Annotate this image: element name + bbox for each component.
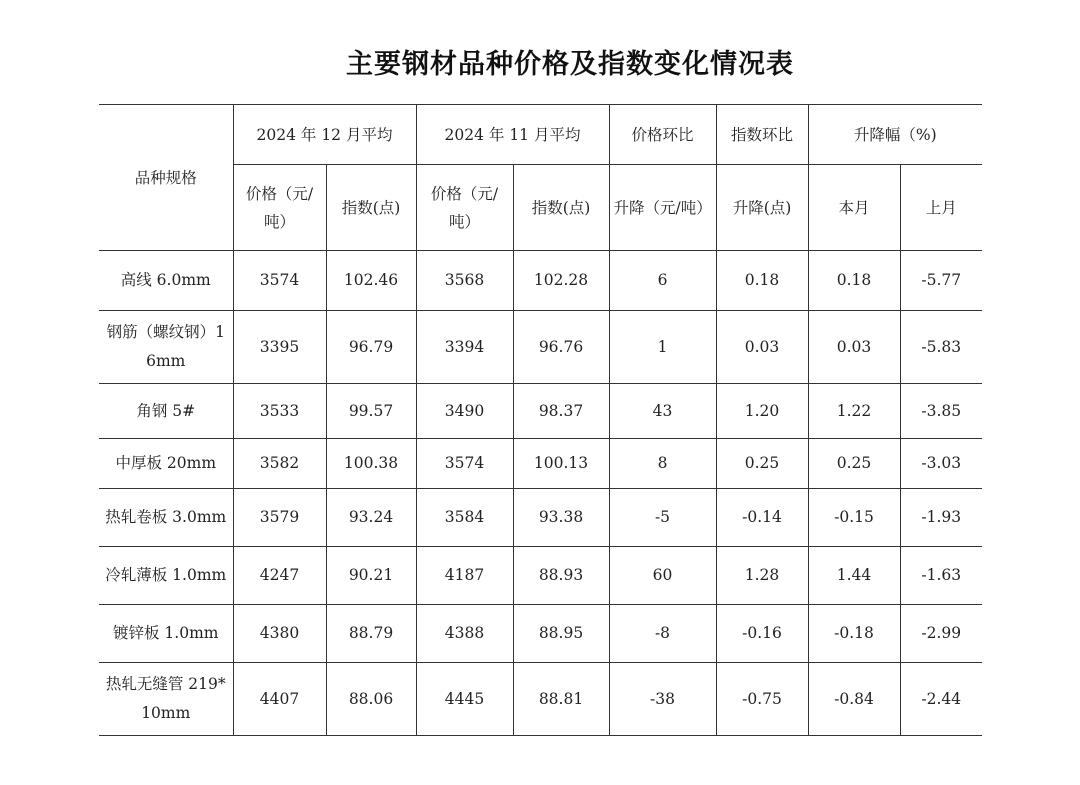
cell-last-month: -5.83 <box>900 311 982 384</box>
cell-dec-index: 100.38 <box>326 439 416 489</box>
cell-last-month: -1.93 <box>900 489 982 547</box>
cell-index-change: 0.25 <box>716 439 808 489</box>
cell-name: 热轧无缝管 219*10mm <box>99 663 233 736</box>
cell-this-month: 1.22 <box>808 384 900 439</box>
cell-nov-price: 3394 <box>416 311 513 384</box>
table-row <box>99 663 982 736</box>
cell-dec-index: 88.06 <box>326 663 416 736</box>
cell-price-change: -38 <box>609 663 716 736</box>
cell-index-change: -0.75 <box>716 663 808 736</box>
cell-name: 钢筋（螺纹钢）16mm <box>99 311 233 384</box>
header-dec-price: 价格（元/吨） <box>233 165 326 251</box>
cell-name: 冷轧薄板 1.0mm <box>99 547 233 605</box>
cell-dec-index: 90.21 <box>326 547 416 605</box>
cell-name: 镀锌板 1.0mm <box>99 605 233 663</box>
cell-dec-price: 3579 <box>233 489 326 547</box>
cell-nov-price: 4187 <box>416 547 513 605</box>
cell-dec-price: 4407 <box>233 663 326 736</box>
cell-dec-price: 3533 <box>233 384 326 439</box>
table-row <box>99 547 982 605</box>
cell-dec-index: 96.79 <box>326 311 416 384</box>
header-price-mom: 价格环比 <box>609 105 716 165</box>
cell-dec-index: 93.24 <box>326 489 416 547</box>
cell-this-month: -0.84 <box>808 663 900 736</box>
header-price-change: 升降（元/吨） <box>609 165 716 251</box>
cell-this-month: 0.18 <box>808 251 900 311</box>
cell-this-month: 1.44 <box>808 547 900 605</box>
cell-name: 中厚板 20mm <box>99 439 233 489</box>
cell-this-month: 0.03 <box>808 311 900 384</box>
cell-dec-price: 4247 <box>233 547 326 605</box>
cell-dec-index: 99.57 <box>326 384 416 439</box>
cell-nov-index: 100.13 <box>513 439 609 489</box>
cell-index-change: 1.28 <box>716 547 808 605</box>
cell-nov-price: 3574 <box>416 439 513 489</box>
cell-last-month: -2.44 <box>900 663 982 736</box>
header-dec-index: 指数(点) <box>326 165 416 251</box>
cell-last-month: -5.77 <box>900 251 982 311</box>
header-change-pct: 升降幅（%) <box>808 105 982 165</box>
cell-name: 高线 6.0mm <box>99 251 233 311</box>
cell-nov-price: 4445 <box>416 663 513 736</box>
cell-nov-index: 88.95 <box>513 605 609 663</box>
header-nov-price: 价格（元/吨） <box>416 165 513 251</box>
cell-price-change: 43 <box>609 384 716 439</box>
cell-price-change: -5 <box>609 489 716 547</box>
header-index-change: 升降(点) <box>716 165 808 251</box>
table-row <box>99 439 982 489</box>
header-nov-avg: 2024 年 11 月平均 <box>416 105 609 165</box>
cell-last-month: -3.03 <box>900 439 982 489</box>
cell-nov-index: 96.76 <box>513 311 609 384</box>
header-dec-avg: 2024 年 12 月平均 <box>233 105 416 165</box>
cell-name: 角钢 5# <box>99 384 233 439</box>
header-variety: 品种规格 <box>99 105 233 251</box>
cell-dec-price: 3582 <box>233 439 326 489</box>
cell-last-month: -3.85 <box>900 384 982 439</box>
cell-this-month: -0.15 <box>808 489 900 547</box>
cell-nov-index: 102.28 <box>513 251 609 311</box>
cell-nov-price: 4388 <box>416 605 513 663</box>
cell-dec-price: 3395 <box>233 311 326 384</box>
header-nov-index: 指数(点) <box>513 165 609 251</box>
cell-dec-index: 102.46 <box>326 251 416 311</box>
cell-index-change: 0.18 <box>716 251 808 311</box>
header-last-month: 上月 <box>900 165 982 251</box>
cell-price-change: 6 <box>609 251 716 311</box>
steel-price-table <box>99 104 982 736</box>
header-this-month: 本月 <box>808 165 900 251</box>
cell-index-change: -0.16 <box>716 605 808 663</box>
header-index-mom: 指数环比 <box>716 105 808 165</box>
cell-price-change: 60 <box>609 547 716 605</box>
cell-nov-index: 98.37 <box>513 384 609 439</box>
cell-nov-price: 3490 <box>416 384 513 439</box>
cell-dec-price: 4380 <box>233 605 326 663</box>
cell-index-change: 0.03 <box>716 311 808 384</box>
table-row <box>99 489 982 547</box>
cell-this-month: 0.25 <box>808 439 900 489</box>
table-row <box>99 605 982 663</box>
cell-price-change: 1 <box>609 311 716 384</box>
cell-nov-price: 3568 <box>416 251 513 311</box>
cell-last-month: -1.63 <box>900 547 982 605</box>
table-row <box>99 384 982 439</box>
cell-nov-price: 3584 <box>416 489 513 547</box>
cell-price-change: -8 <box>609 605 716 663</box>
cell-index-change: -0.14 <box>716 489 808 547</box>
cell-price-change: 8 <box>609 439 716 489</box>
table-row <box>99 311 982 384</box>
cell-nov-index: 88.93 <box>513 547 609 605</box>
cell-nov-index: 88.81 <box>513 663 609 736</box>
cell-name: 热轧卷板 3.0mm <box>99 489 233 547</box>
cell-dec-price: 3574 <box>233 251 326 311</box>
cell-dec-index: 88.79 <box>326 605 416 663</box>
cell-last-month: -2.99 <box>900 605 982 663</box>
cell-this-month: -0.18 <box>808 605 900 663</box>
cell-nov-index: 93.38 <box>513 489 609 547</box>
table-row <box>99 251 982 311</box>
page-title: 主要钢材品种价格及指数变化情况表 <box>346 49 794 80</box>
cell-index-change: 1.20 <box>716 384 808 439</box>
